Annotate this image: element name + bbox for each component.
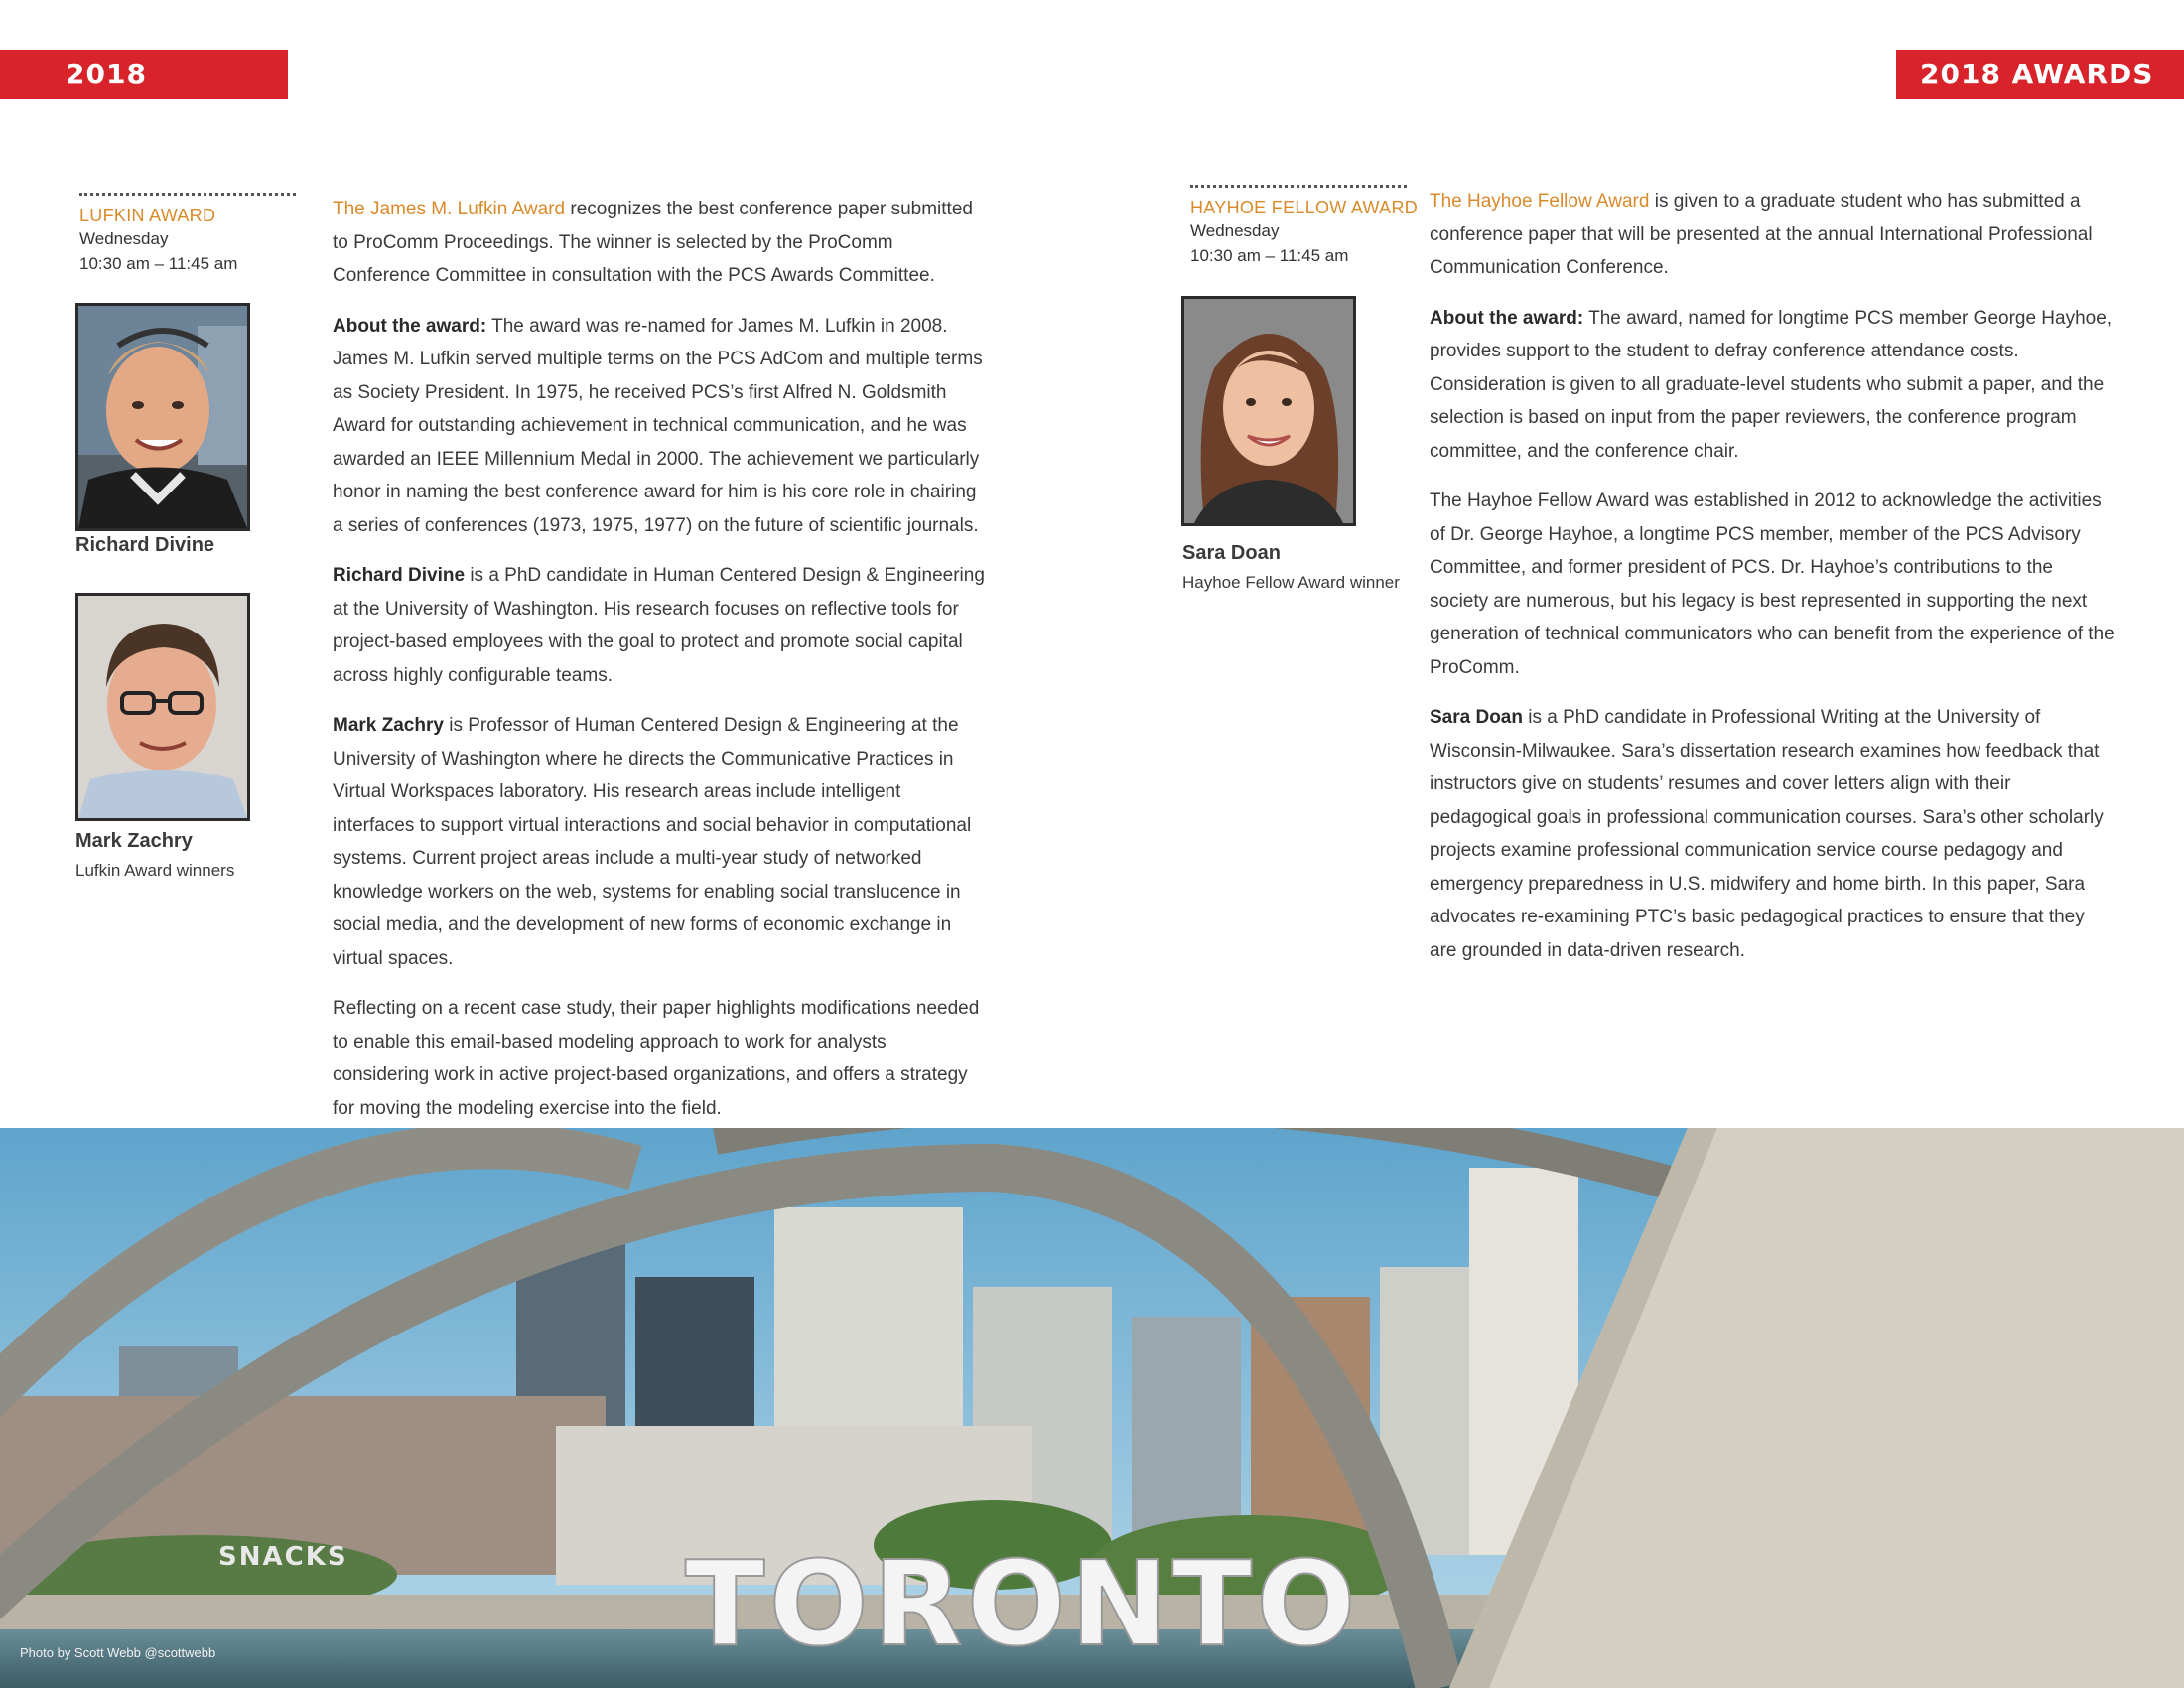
portrait-illustration xyxy=(78,596,247,818)
section-banner-right xyxy=(1896,50,2184,99)
paragraph-text: The award, named for longtime PCS member George Hayhoe, provides support to the student to defray conference attendance costs. Consideration is given to all graduate-level students who submit a paper, and the selection is based on input from the paper reviewers, the conference program committee, and the conference chair. xyxy=(1430,307,2113,462)
paragraph xyxy=(333,559,988,692)
paragraph-label: About the award: xyxy=(333,315,487,337)
photo-credit: Photo by Scott Webb @scottwebb xyxy=(20,1645,216,1660)
paragraph xyxy=(333,709,988,975)
award-link: The Hayhoe Fellow Award xyxy=(1430,191,1650,211)
session-time: 10:30 am – 11:45 am xyxy=(79,254,238,273)
lufkin-article xyxy=(333,193,988,1142)
winner-photo-sara-doan xyxy=(1181,296,1356,526)
toronto-scene-illustration xyxy=(0,1128,2184,1688)
portrait-illustration xyxy=(78,306,247,528)
person-name: Sara Doan xyxy=(1430,707,1523,728)
paragraph-text: Reflecting on a recent case study, their paper highlights modifications needed to enable this email-based modeling approach to work for analysts considering work in active project-based organizations, and offers a strategy for moving the modeling exercise into the field. xyxy=(333,998,980,1119)
paragraph-text: is given to a graduate student who has submitted a conference paper that will be presented at the annual International Professional Communication Conference. xyxy=(1430,191,2093,278)
paragraph xyxy=(333,310,988,543)
award-link: The James M. Lufkin Award xyxy=(333,199,566,219)
hayhoe-article xyxy=(1430,185,2115,984)
section-banner-left xyxy=(0,50,288,140)
winner-name: Sara Doan xyxy=(1182,542,1281,564)
toronto-photo xyxy=(0,1128,2184,1688)
hayhoe-session-info xyxy=(1190,185,1418,268)
paragraph xyxy=(1430,485,2115,684)
winner-name: Mark Zachry xyxy=(75,830,193,852)
photo-caption: Hayhoe Fellow Award winner xyxy=(1182,573,1400,592)
paragraph-label: About the award: xyxy=(1430,307,1584,329)
lufkin-session-info xyxy=(79,193,296,276)
banner-label: 2018 AWARDS xyxy=(1920,58,2154,90)
paragraph-text: recognizes the best conference paper submitted to ProComm Proceedings. The winner is selected by the ProComm Conference Committee in consultation with the PCS Awards Committee. xyxy=(333,199,973,286)
winner-name: Richard Divine xyxy=(75,534,215,556)
session-day: Wednesday xyxy=(1190,221,1280,240)
paragraph xyxy=(1430,701,2115,967)
portrait-illustration xyxy=(1184,299,1353,523)
paragraph xyxy=(333,193,988,293)
session-time: 10:30 am – 11:45 am xyxy=(1190,246,1349,265)
award-tag: LUFKIN AWARD xyxy=(79,206,216,225)
photo-caption: Lufkin Award winners xyxy=(75,861,235,880)
paragraph-text: is a PhD candidate in Professional Writing at the University of Wisconsin-Milwaukee. Sara’s dissertation research examines how feedback that instructors give on students’ resumes and cover letters align with their pedagogical goals in professional communication courses. Sara’s other scholarly projects examine professional communication service course pedagogy and emergency preparedness in U.S. midwifery and home birth. In this paper, Sara advocates re-examining PTC’s basic pedagogical practices to ensure that they are grounded in data-driven research. xyxy=(1430,707,2104,961)
paragraph-text: is Professor of Human Centered Design & Engineering at the University of Washington where he directs the Communicative Practices in Virtual Workspaces laboratory. His research areas include intelligent interfaces to support virtual interactions and social behavior in computational systems. Current project areas include a multi-year study of networked knowledge workers on the web, systems for enabling social translucence in social media, and the development of new forms of economic exchange in virtual spaces. xyxy=(333,715,972,969)
paragraph-text: The award was re-named for James M. Lufkin in 2008. James M. Lufkin served multiple terms on the PCS AdCom and multiple terms as Society President. In 1975, he received PCS’s first Alfred N. Goldsmith Award for outstanding achievement in technical communication, and he was awarded an IEEE Millennium Medal in 2000. The achievement we particularly honor in naming the best conference award for him is his core role in chairing a series of conferences (1973, 1975, 1977) on the future of scientific journals. xyxy=(333,315,983,536)
paragraph-text: is a PhD candidate in Human Centered Design & Engineering at the University of Washington. His research focuses on reflective tools for project-based employees with the goal to protect and promote social capital across highly configurable teams. xyxy=(333,565,985,686)
banner-label: 2018 AWARDS xyxy=(66,58,207,140)
award-tag: HAYHOE FELLOW AWARD xyxy=(1190,198,1419,217)
toronto-sign: TORONTO xyxy=(685,1535,1360,1672)
paragraph xyxy=(333,992,988,1125)
session-day: Wednesday xyxy=(79,229,169,248)
dotted-divider xyxy=(79,193,296,196)
winner-photo-richard-divine xyxy=(75,303,250,531)
person-name: Richard Divine xyxy=(333,565,466,586)
store-sign: SNACKS xyxy=(218,1542,348,1572)
paragraph xyxy=(1430,185,2115,285)
winner-photo-mark-zachry xyxy=(75,593,250,821)
person-name: Mark Zachry xyxy=(333,715,444,736)
paragraph xyxy=(1430,302,2115,469)
dotted-divider xyxy=(1190,185,1407,188)
paragraph-text: The Hayhoe Fellow Award was established in 2012 to acknowledge the activities of Dr. George Hayhoe, a longtime PCS member, member of the PCS Advisory Committee, and former president of PCS. Dr. Hayhoe’s contributions to the society are numerous, but his legacy is best represented in supporting the next generation of technical communicators who can benefit from the experience of the ProComm. xyxy=(1430,491,2115,678)
